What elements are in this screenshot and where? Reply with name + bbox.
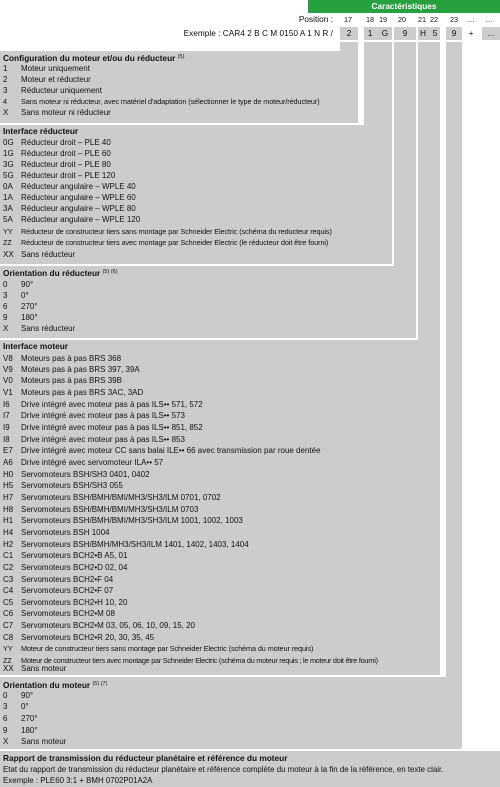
section-title-gearbox-interface: Interface réducteur [3, 126, 79, 136]
section-title-gearbox-orientation: Orientation du réducteur $^{(5) (6)}$ [3, 268, 118, 278]
example-cell: 5 [430, 27, 440, 40]
example-cell: … [482, 27, 500, 40]
position-number: 21 [417, 15, 427, 24]
ratio-description: Etat du rapport de transmission du réducteur planétaire et référence complète du moteur à la fin de la référence, en texte clair. [3, 765, 444, 774]
position-label: Position : [298, 14, 333, 24]
example-plus: + [468, 28, 474, 38]
position-number: 20 [397, 15, 407, 24]
characteristics-header: Caractéristiques [308, 0, 500, 13]
position-number: 19 [378, 15, 388, 24]
section-title-ratio: Rapport de transmission du réducteur planétaire et référence du moteur [3, 753, 288, 763]
position-number: 18 [365, 15, 375, 24]
position-number: 23 [449, 15, 459, 24]
section-title-motor-interface: Interface moteur [3, 341, 69, 351]
position-number: … [485, 15, 493, 24]
example-cell: 1 [364, 27, 376, 40]
example-cell: H [420, 28, 426, 38]
position-number: … [467, 15, 475, 24]
ratio-example: Exemple : PLE60 3:1 + BMH 0702P01A2A [3, 776, 153, 785]
example-cell: 9 [446, 27, 462, 40]
divider [0, 40, 500, 42]
column-bar-23 [446, 27, 462, 749]
section-title-motor-orientation: Orientation du moteur $^{(5) (7)}$ [3, 680, 108, 690]
example-label: Exemple : CAR4 2 B C M 0150 A 1 N R / [183, 28, 333, 38]
example-cell: G [378, 27, 392, 40]
example-cell: 2 [340, 27, 358, 40]
example-cell: 9 [394, 27, 416, 40]
section-title-configuration: Configuration du moteur et/ou du réducteur $^{(5)}$ [3, 53, 185, 63]
position-number: 22 [429, 15, 439, 24]
position-number: 17 [343, 15, 353, 24]
